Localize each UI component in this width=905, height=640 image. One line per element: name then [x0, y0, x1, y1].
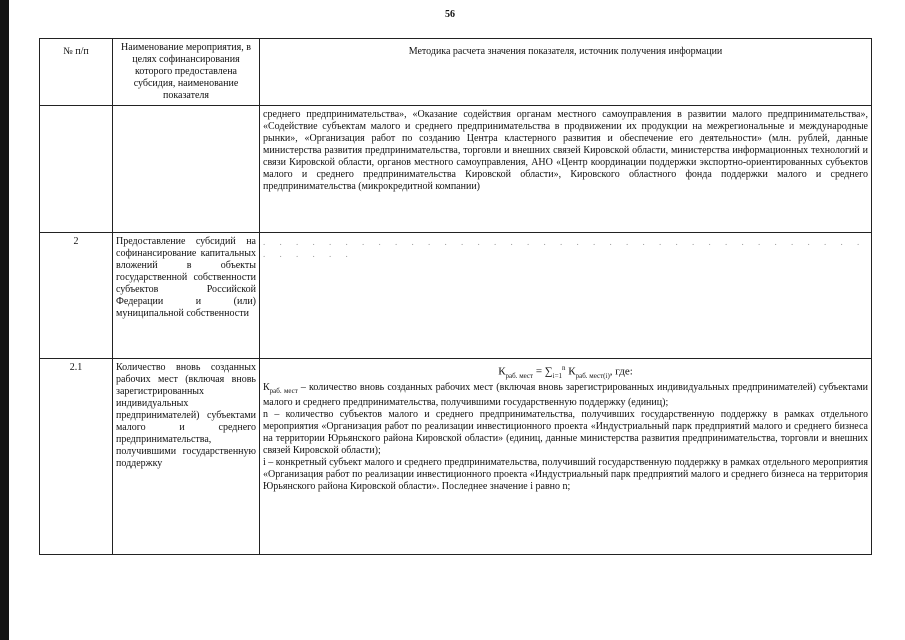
- row-measure-name: Предоставление субсидий на софинансирование капитальных вложений в объекты государственной собственности субъектов Российской Федерации и (или) муниципальной собственности: [113, 233, 260, 359]
- row-number: 2: [40, 233, 113, 359]
- definition-k-symbol: К: [263, 381, 270, 393]
- definition-k-sub: раб. мест: [269, 386, 298, 395]
- row-measure-name: Количество вновь созданных рабочих мест (включая вновь зарегистрированных индивидуальных предпринимателей) субъектами малого и среднего предпринимательства, получившими государственную поддержку: [113, 359, 260, 555]
- row-method-text: среднего предпринимательства», «Оказание содействия органам местного самоуправления в развитии малого предпринимательства», «Содействие субъектам малого и среднего предпринимательства в продвижении их продукции на межрегиональные и международные рынки», «Организация работ по созданию Центра кластерного развития и обеспечение его деятельности» (млн. рублей, данные министерства развития предпринимательства, торговли и внешних связей Кировской области, министерства информационных технологий и связи Кировской области, органов местного самоуправления, АНО «Центр координации поддержки экспортно-ориентированных субъектов малого и среднего предпринимательства Кировской области», Кировского областного фонда поддержки малого и среднего предпринимательства (микрокредитной компании): [260, 106, 872, 233]
- scan-edge-bar: [0, 0, 9, 640]
- header-number: № п/п: [40, 39, 113, 106]
- definition-i: i – конкретный субъект малого и среднего предпринимательства, получивший государственную поддержку в рамках отдельного мероприятия «Организация работ по реализации инвестиционного проекта «Индустриальный парк предприятий малого и среднего бизнеса на территория Юрьянского района Кировской области». Последнее значение i равно n;: [263, 456, 868, 492]
- header-measure-name: Наименование мероприятия, в целях софинансирования которого предоставлена субсидия, наименование показателя: [113, 39, 260, 106]
- formula-lhs-sub: раб. мест: [505, 371, 534, 380]
- formula-sum-lower: i=1: [552, 371, 563, 380]
- header-method: Методика расчета значения показателя, источник получения информации: [260, 39, 872, 106]
- row-method-text: . . . . . . . . . . . . . . . . . . . . . . . . . . . . . . . . . . . . . . . . . . .: [260, 233, 872, 359]
- table-header-row: [40, 39, 872, 106]
- formula-lhs: К: [498, 365, 506, 378]
- row-number: [40, 106, 113, 233]
- formula-term-sub: раб. мест(i): [575, 371, 610, 380]
- formula-sum-upper: n: [562, 364, 566, 372]
- row-number: 2.1: [40, 359, 113, 555]
- row-measure-name: [113, 106, 260, 233]
- table-row: [40, 359, 872, 555]
- table-row: [40, 106, 872, 233]
- formula-tail: , где:: [609, 365, 633, 378]
- measures-table: [39, 38, 872, 555]
- formula-term: К: [565, 365, 576, 378]
- definition-n: n – количество субъектов малого и среднего предпринимательства, получивших государственную поддержку в рамках отдельного мероприятия «Организация работ по реализации инвестиционного проекта «Индустриальный парк предприятий малого и среднего бизнеса на территории Юрьянского района Кировской области» (единиц, данные министерства развития предпринимательства, торговли и внешних связей Кировской области);: [263, 408, 868, 456]
- definition-k-text: – количество вновь созданных рабочих мест (включая вновь зарегистрированных индивидуальных предпринимателей) субъектами малого и среднего предпринимательства, получившими государственную поддержку (единиц);: [263, 381, 868, 408]
- row-method-cell: [260, 359, 872, 555]
- formula-sum-sign: = ∑: [533, 365, 553, 378]
- page-number: 56: [445, 9, 455, 20]
- jobs-formula: [263, 362, 868, 382]
- table-row: [40, 233, 872, 359]
- definition-k: [263, 382, 868, 409]
